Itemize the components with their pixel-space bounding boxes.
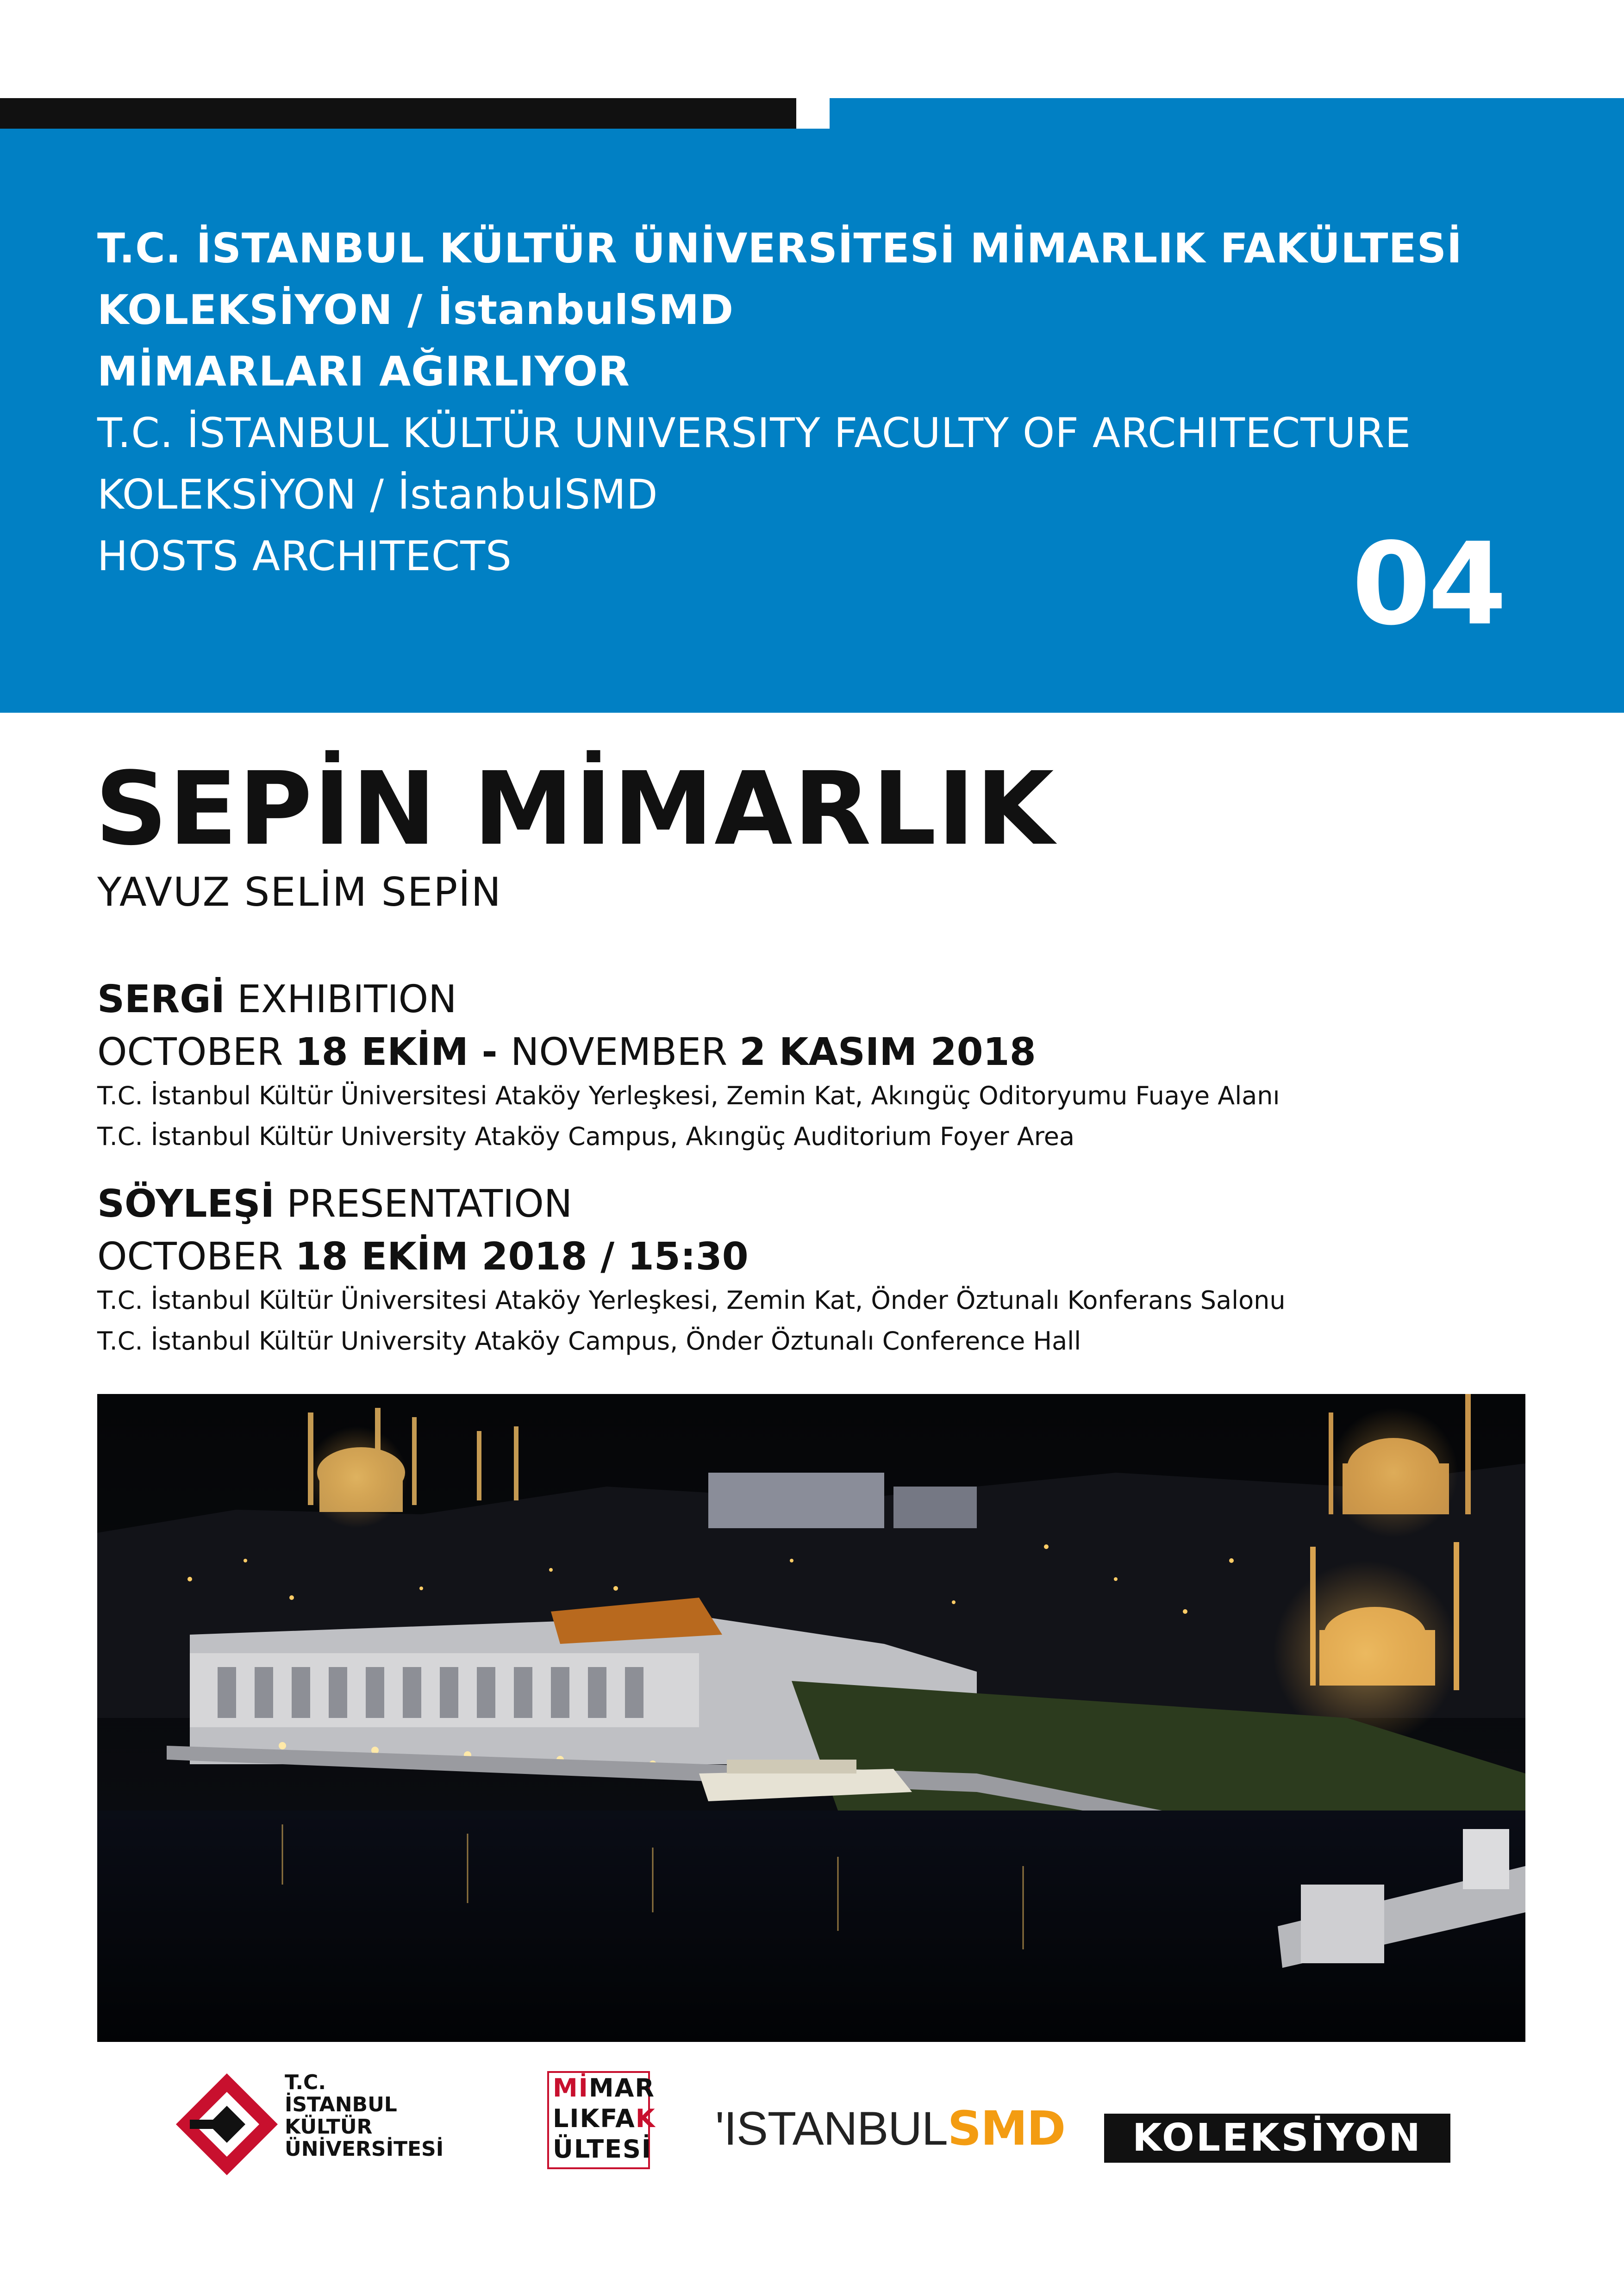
koleksiyon-logo: KOLEKSİYON bbox=[1104, 2114, 1450, 2163]
presentation-section bbox=[97, 1181, 1286, 1362]
header-line-3: MİMARLARI AĞIRLIYOR bbox=[97, 348, 630, 395]
presentation-heading bbox=[97, 1181, 1286, 1227]
presentation-label-tr: SÖYLEŞİ bbox=[97, 1182, 275, 1226]
iku-logo bbox=[171, 2069, 449, 2180]
exhibition-end-tr: 2 KASIM 2018 bbox=[739, 1030, 1036, 1074]
iku-line-4: ÜNİVERSİTESİ bbox=[285, 2137, 444, 2161]
exhibition-label-tr: SERGİ bbox=[97, 977, 225, 1021]
istanbulsmd-part1: 'ISTANBUL bbox=[715, 2102, 948, 2155]
exhibition-start-tr: 18 EKİM bbox=[295, 1030, 468, 1074]
mf-line-1a: Mİ bbox=[553, 2073, 589, 2103]
iku-line-3: KÜLTÜR bbox=[285, 2115, 373, 2139]
exhibition-section bbox=[97, 977, 1280, 1157]
presentation-location-en: T.C. İstanbul Kültür University Ataköy Campus, Önder Öztunalı Conference Hall bbox=[97, 1326, 1081, 1356]
iku-logo-text bbox=[285, 2072, 443, 2160]
exhibition-location-en: T.C. İstanbul Kültür University Ataköy Campus, Akıngüç Auditorium Foyer Area bbox=[97, 1122, 1075, 1151]
presentation-date-tr: 18 EKİM 2018 / 15:30 bbox=[295, 1235, 749, 1279]
mf-line-1b: MAR bbox=[588, 2073, 655, 2103]
istanbulsmd-part2: SMD bbox=[947, 2101, 1065, 2156]
top-black-bar bbox=[0, 98, 796, 129]
issue-number: 04 bbox=[1352, 518, 1504, 650]
header-line-5: KOLEKSİYON / İstanbulSMD bbox=[97, 471, 658, 518]
header-line-1: T.C. İSTANBUL KÜLTÜR ÜNİVERSİTESİ MİMARLIK FAKÜLTESİ bbox=[97, 224, 1462, 272]
mimarlik-fakultesi-logo bbox=[547, 2071, 656, 2169]
exhibition-date-separator: - bbox=[468, 1030, 511, 1074]
mf-line-1 bbox=[549, 2073, 655, 2103]
header-line-2: KOLEKSİYON / İstanbulSMD bbox=[97, 286, 734, 334]
mf-line-2a: LIKFA bbox=[553, 2104, 636, 2133]
exhibition-start-en: OCTOBER bbox=[97, 1030, 283, 1074]
architect-name: YAVUZ SELİM SEPİN bbox=[97, 869, 502, 915]
night-city-rendering-image bbox=[97, 1394, 1525, 2042]
iku-line-2: İSTANBUL bbox=[285, 2093, 397, 2116]
presentation-label-en: PRESENTATION bbox=[287, 1182, 573, 1226]
mf-line-2b: K bbox=[635, 2104, 656, 2133]
top-blue-tab bbox=[830, 98, 1624, 129]
presentation-location-tr: T.C. İstanbul Kültür Üniversitesi Ataköy Yerleşkesi, Zemin Kat, Önder Öztunalı Konferans Salonu bbox=[97, 1286, 1286, 1315]
mf-line-2 bbox=[549, 2103, 656, 2134]
presentation-date-en: OCTOBER bbox=[97, 1235, 283, 1279]
header-line-6: HOSTS ARCHITECTS bbox=[97, 532, 512, 580]
mf-line-3: ÜLTESİ bbox=[553, 2134, 652, 2164]
header-text-block bbox=[97, 218, 1462, 587]
iku-emblem-icon bbox=[171, 2069, 282, 2180]
header-line-4: T.C. İSTANBUL KÜLTÜR UNIVERSITY FACULTY OF ARCHITECTURE bbox=[97, 409, 1412, 457]
presentation-date bbox=[97, 1234, 1286, 1280]
exhibition-location-tr: T.C. İstanbul Kültür Üniversitesi Ataköy Yerleşkesi, Zemin Kat, Akıngüç Oditoryumu Fuaye Alanı bbox=[97, 1081, 1280, 1110]
exhibition-label-en: EXHIBITION bbox=[237, 977, 457, 1021]
exhibition-end-en: NOVEMBER bbox=[511, 1030, 728, 1074]
iku-line-1: T.C. bbox=[285, 2071, 326, 2094]
istanbulsmd-logo bbox=[715, 2101, 1065, 2156]
exhibition-heading bbox=[97, 977, 1280, 1023]
exhibition-dates bbox=[97, 1029, 1280, 1076]
page-title: SEPİN MİMARLIK bbox=[95, 751, 1055, 868]
